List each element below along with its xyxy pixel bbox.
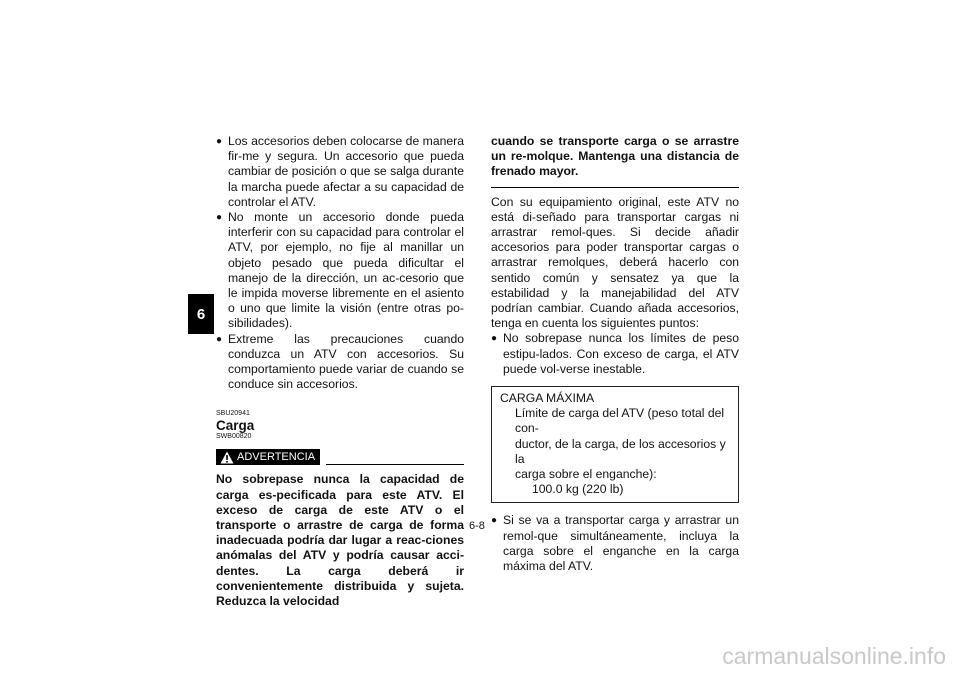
box-line: carga sobre el enganche): [515,467,657,482]
bullet-text: Extreme las precauciones cuando conduzca un ATV con accesorios. Su comportamiento puede variar de cuando se conduce sin accesorios. [228,331,464,392]
warning-badge [216,449,320,465]
left-column [216,134,464,609]
warning-rule [326,464,464,465]
list-item [491,331,739,377]
box-line: ductor, de la carga, de los accesorios y la [515,436,726,466]
warning-header [216,442,464,466]
right-column [491,134,739,574]
list-item [491,513,739,574]
bullet-text: No sobrepase nunca los límites de peso estipu-lados. Con exceso de carga, el ATV puede vol-verse inestable. [503,331,739,376]
warning-code: SWB00820 [216,433,252,441]
warning-end-rule [491,187,739,188]
box-value: 100.0 kg (220 lb) [532,482,624,497]
bullet-icon: ● [216,136,223,147]
bullet-icon: ● [491,333,498,345]
page-number: 6-8 [469,520,485,532]
list-item [216,332,464,393]
warning-text: No sobrepase nunca la capacidad de carga es-pecificada para este ATV. El exceso de carga de este ATV o el transporte o arrastre de carga de forma inadecuada podría dar lugar a reac-ciones anómalas del ATV y podría causar acci-dentes. La carga deberá ir convenientemente distribuida y sujeta. Reduzca la velocidad [216,472,464,609]
bullet-text: Los accesorios deben colocarse de manera fir-me y segura. Un accesorio que pueda cambiar de posición o que se salga durante la marcha puede afectar a su capacidad de controlar el ATV. [228,134,464,209]
bullet-text: Si se va a transportar carga y arrastrar un remol-que simultáneamente, incluya la carga sobre el enganche en la carga máxima del ATV. [503,513,739,574]
warning-continuation: cuando se transporte carga o se arrastre un re-molque. Mantenga una distancia de frenado mayor. [491,134,739,179]
section-heading: Carga [216,418,255,434]
box-line: Límite de carga del ATV (peso total del con- [515,406,725,436]
warning-label: ADVERTENCIA [237,451,316,464]
box-title: CARGA MÁXIMA [500,391,595,406]
warning-triangle-icon [220,451,234,464]
watermark: carmanualsonline.info [722,643,946,669]
max-load-box [491,386,739,503]
bullet-icon: ● [216,212,223,224]
chapter-tab: 6 [188,294,214,334]
body-paragraph: Con su equipamiento original, este ATV no está di-señado para transportar cargas ni arrastrar remol-ques. Si decide añadir accesorios para poder transportar cargas o arrastrar remolques, deberá hacerlo con sentido común y sensatez ya que la estabilidad y la manejabilidad del ATV podrían cambiar. Cuando añada accesorios, tenga en cuenta los siguientes puntos: [491,194,739,331]
bullet-text: No monte un accesorio donde pueda interferir con su capacidad para controlar el ATV, por ejemplo, no fije al manillar un objeto pesado que pueda dificultar el manejo de la dirección, un ac-cesorio que le impida moverse libremente en el asiento o uno que limite la visión (entre otras po-sibilidades). [228,210,464,331]
bullet-icon: ● [491,515,498,527]
bullet-icon: ● [216,333,223,345]
list-item [216,210,464,332]
section-code: SBU20941 [216,410,250,418]
list-item [216,134,464,210]
